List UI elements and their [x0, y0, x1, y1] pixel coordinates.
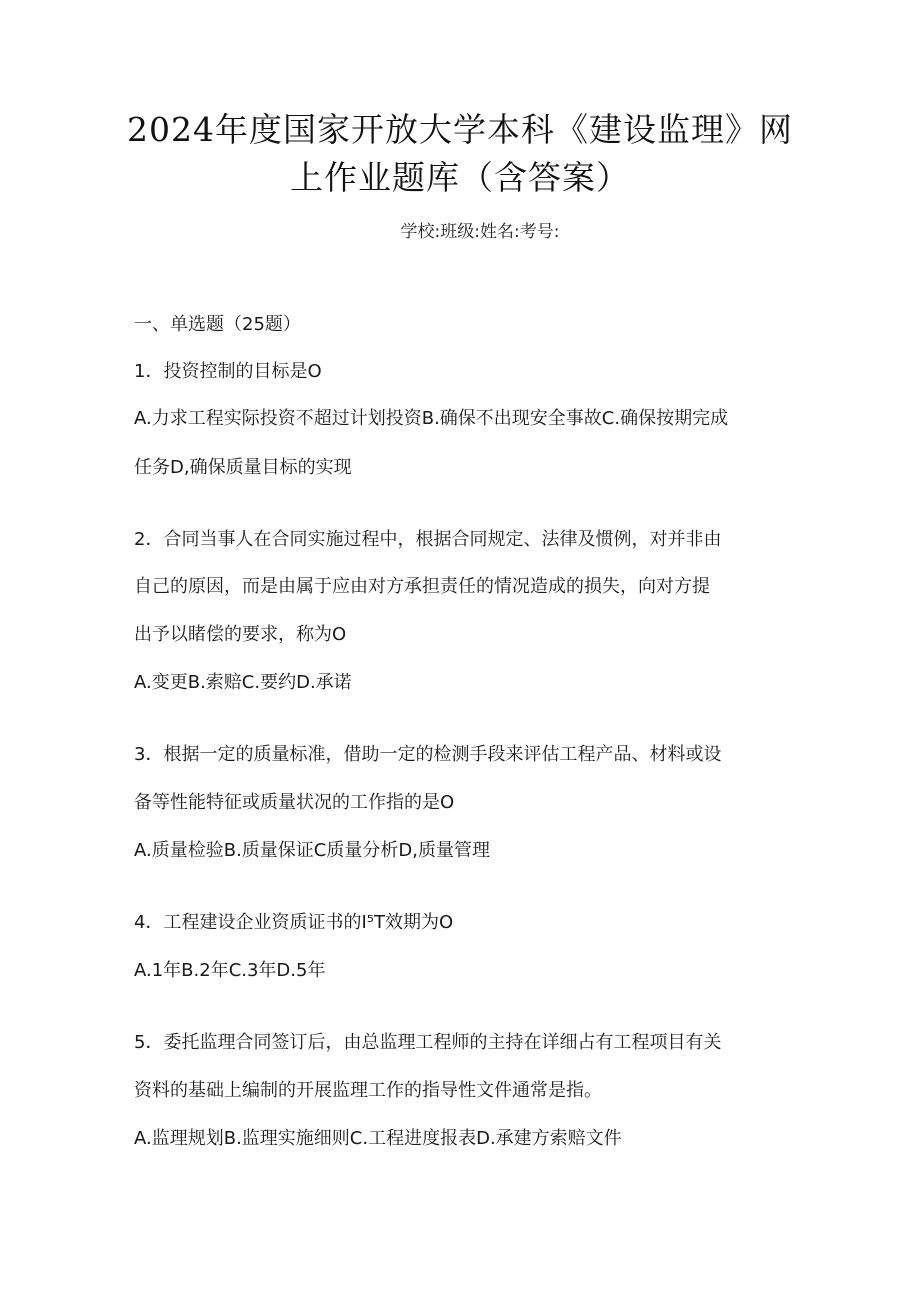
document-title-line-1: 2024年度国家开放大学本科《建设监理》网 [127, 110, 793, 149]
question-5-options: A.监理规划B.监理实施细则C.工程进度报表D.承建方索赔文件 [134, 1128, 622, 1149]
question-5-stem-cont: 资料的基础上编制的开展监理工作的指导性文件通常是指。 [134, 1080, 602, 1101]
question-1-stem: 1．投资控制的目标是O [134, 361, 322, 382]
document-title-line-2: 上作业题库（含答案） [290, 158, 630, 197]
question-2-stem: 2．合同当事人在合同实施过程中，根据合同规定、法律及惯例，对并非由 [134, 529, 722, 550]
question-3-stem-cont: 备等性能特征或质量状况的工作指的是O [134, 792, 455, 813]
student-info-line: 学校:班级:姓名:考号: [400, 222, 560, 242]
question-3-options: A.质量检验B.质量保证C质量分析D,质量管理 [134, 840, 490, 861]
question-2-stem-cont-1: 自己的原因，而是由属于应由对方承担责任的情况造成的损失，向对方提 [134, 576, 710, 597]
question-4-options: A.1年B.2年C.3年D.5年 [134, 960, 326, 981]
question-3-stem: 3．根据一定的质量标准，借助一定的检测手段来评估工程产品、材料或设 [134, 744, 722, 765]
question-2-stem-cont-2: 出予以睹偿的要求，称为O [134, 624, 347, 645]
question-5-stem: 5．委托监理合同签订后，由总监理工程师的主持在详细占有工程项目有关 [134, 1032, 722, 1053]
question-4-stem: 4．工程建设企业资质证书的I⁵T效期为O [134, 912, 454, 933]
question-2-options: A.变更B.索赔C.要约D.承诺 [134, 672, 352, 693]
section-heading: 一、单选题（25题） [134, 314, 301, 335]
question-1-options-cont: 任务D,确保质量目标的实现 [134, 457, 352, 478]
question-1-options: A.力求工程实际投资不超过计划投资B.确保不出现安全事故C.确保按期完成 [134, 408, 729, 429]
